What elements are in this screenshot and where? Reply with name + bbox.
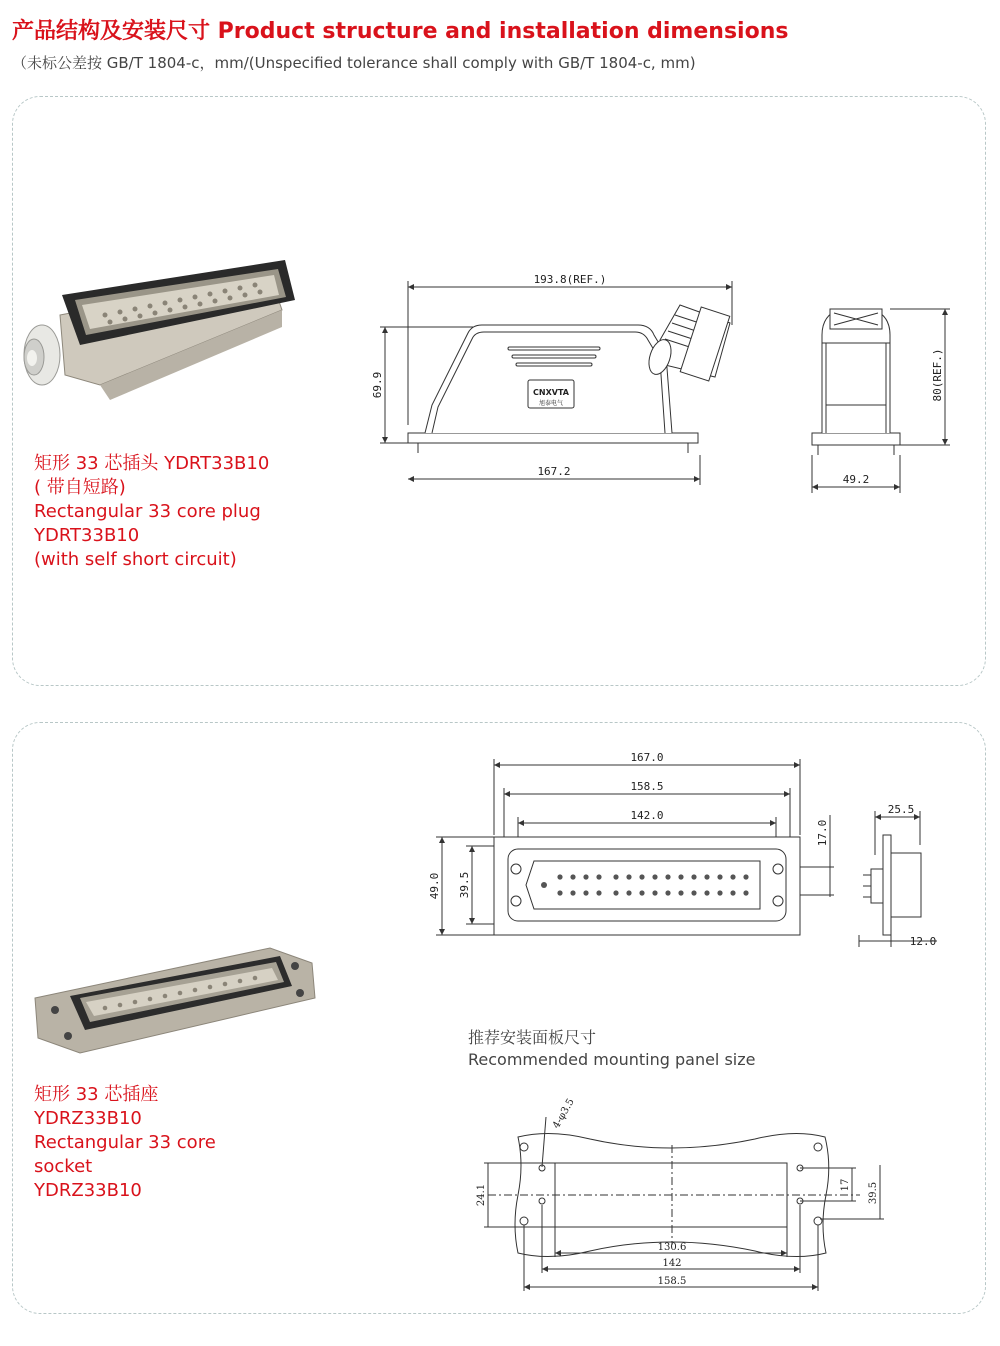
dim-panel-inner: 142	[662, 1258, 682, 1269]
dim-cutout-length: 130.6	[657, 1242, 687, 1253]
socket-front-drawing	[420, 745, 840, 945]
socket-caption	[34, 1083, 216, 1203]
socket-caption-line: YDRZ33B10	[34, 1108, 142, 1129]
dim-base-length: 167.2	[537, 465, 571, 478]
socket-side-drawing	[845, 795, 945, 955]
brand-logo-cn: 旭泰电气	[538, 400, 564, 407]
plug-caption	[34, 452, 269, 572]
plug-caption-line: ( 带自短路)	[34, 477, 126, 498]
dim-offset: 17.0	[816, 819, 829, 847]
dim-side-width: 49.2	[842, 473, 870, 486]
dim-panel-outer: 158.5	[657, 1276, 687, 1287]
dim-hole-height: 39.5	[458, 871, 471, 899]
dim-outer-length: 167.0	[630, 751, 664, 764]
dim-height: 69.9	[371, 371, 384, 399]
plug-caption-line: YDRT33B10	[34, 525, 140, 546]
plug-side-drawing	[800, 295, 960, 495]
dim-depth: 25.5	[887, 803, 915, 816]
plug-caption-line: Rectangular 33 core plug	[34, 501, 261, 522]
socket-caption-line: socket	[34, 1156, 93, 1177]
socket-photo	[30, 938, 320, 1068]
plug-front-drawing	[360, 265, 760, 495]
panel-title-cn: 推荐安装面板尺寸	[468, 1028, 597, 1047]
dim-outer-height: 49.0	[428, 872, 441, 900]
panel-cutout-drawing	[470, 1095, 890, 1295]
dim-inner-length: 142.0	[630, 809, 664, 822]
dim-mounting-holes: 4-φ3.5	[550, 1096, 577, 1131]
dim-hole-spacing: 158.5	[630, 780, 664, 793]
socket-caption-line: 矩形 33 芯插座	[34, 1084, 159, 1105]
panel-title	[468, 1027, 755, 1071]
socket-caption-line: Rectangular 33 core	[34, 1132, 216, 1153]
tolerance-note: （未标公差按 GB/T 1804-c，mm/(Unspecified tolerance shall comply with GB/T 1804-c, mm)	[12, 54, 696, 72]
dim-panel-hole-height: 39.5	[868, 1181, 879, 1205]
panel-title-en: Recommended mounting panel size	[468, 1050, 756, 1069]
plug-caption-line: (with self short circuit)	[34, 549, 237, 570]
dim-side-height: 80(REF.)	[931, 348, 944, 402]
dim-panel-offset: 17	[840, 1178, 851, 1192]
page-title: 产品结构及安装尺寸 Product structure and installation dimensions	[12, 19, 789, 44]
socket-caption-line: YDRZ33B10	[34, 1180, 142, 1201]
dim-length-ref: 193.8(REF.)	[533, 273, 607, 286]
plug-caption-line: 矩形 33 芯插头 YDRT33B10	[34, 453, 270, 474]
plug-photo	[20, 255, 310, 405]
brand-logo: CNXVTA	[533, 388, 569, 397]
dim-cutout-height: 24.1	[476, 1183, 487, 1207]
dim-flange: 12.0	[909, 935, 937, 948]
